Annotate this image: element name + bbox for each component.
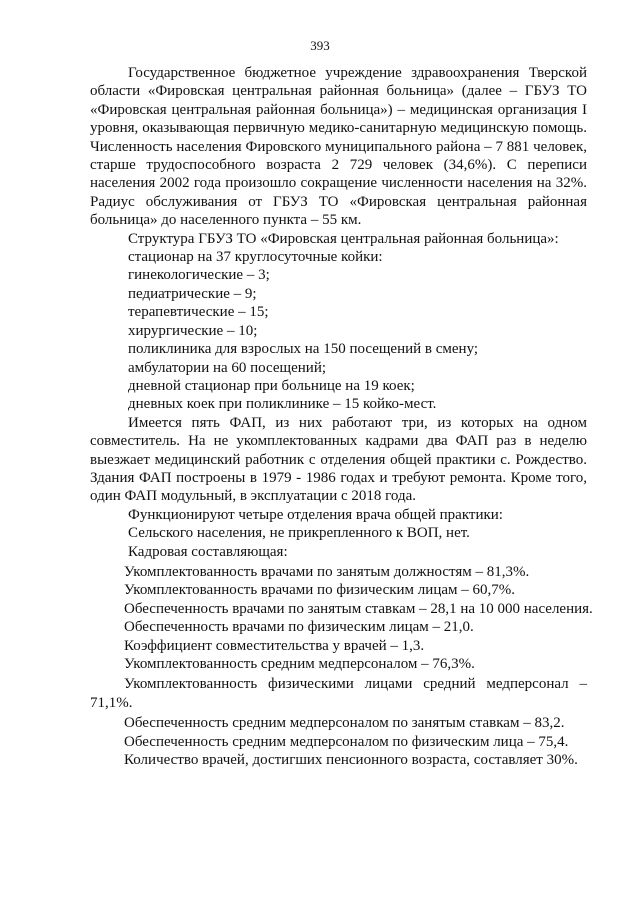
final-line: Количество врачей, достигших пенсионного возраста, составляет 30%. [124,752,578,769]
structure-item: поликлиника для взрослых на 150 посещений в смену; [128,341,479,358]
structure-item: дневных коек при поликлинике – 15 койко-мест. [128,396,437,413]
document-body [90,64,593,769]
gp-line: Кадровая составляющая: [128,543,288,560]
staff-line: Обеспеченность врачами по физическим лицам – 21,0. [124,619,474,636]
final-line: Обеспеченность средним медперсоналом по физическим лица – 75,4. [124,733,569,750]
page-number: 393 [310,38,330,53]
fap-paragraph: Имеется пять ФАП, из них работают три, из которых на одном совместитель. На не укомплектованных кадрами два ФАП раз в неделю выезжает медицинский работник с отделения общей практики с. Рождество. Здания ФАП построены в 1979 - 1986 годах и требуют ремонта. Кроме того, один ФАП модульный, в эксплуатации с 2018 года. [90,414,587,505]
staff-line: Укомплектованность средним медперсоналом – 76,3%. [124,656,475,672]
staff-line: Укомплектованность врачами по физическим лицам – 60,7%. [124,582,515,599]
staff-paragraph: Укомплектованность физическими лицами средний медперсонал – 71,1%. [90,676,587,711]
structure-item: стационар на 37 круглосуточные койки: [128,249,383,266]
structure-item: амбулатории на 60 посещений; [128,359,327,376]
structure-item: педиатрические – 9; [128,285,257,302]
structure-item: терапевтические – 15; [128,304,269,321]
structure-item: хирургические – 10; [128,322,258,339]
structure-item: дневной стационар при больнице на 19 коек; [128,377,415,394]
structure-list [90,248,587,414]
structure-item: гинекологические – 3; [128,267,270,284]
staff-line: Коэффициент совместительства у врачей – 1,3. [124,637,425,654]
structure-title: Структура ГБУЗ ТО «Фировская центральная районная больница»: [128,230,559,247]
gp-line: Функционируют четыре отделения врача общей практики: [128,506,503,523]
intro-paragraph: Государственное бюджетное учреждение здравоохранения Тверской области «Фировская центральная районная больница» (далее – ГБУЗ ТО «Фировская центральная районная больница») – медицинская организация I уровня, оказывающая первичную медико-санитарную медицинскую помощь. Численность населения Фировского муниципального района – 7 881 человек, старше трудоспособного возраста 2 729 человек (34,6%). С переписи населения 2002 года произошло сокращение численности населения на 32%. Радиус обслуживания от ГБУЗ ТО «Фировская центральная районная больница» до населенного пункта – 55 км. [90,65,587,229]
staff-line: Укомплектованность врачами по занятым должностям – 81,3%. [124,563,530,580]
final-line: Обеспеченность средним медперсоналом по занятым ставкам – 83,2. [124,715,565,732]
staff-line: Обеспеченность врачами по занятым ставкам – 28,1 на 10 000 населения. [124,600,593,617]
gp-line: Сельского населения, не прикрепленного к ВОП, нет. [128,525,470,542]
